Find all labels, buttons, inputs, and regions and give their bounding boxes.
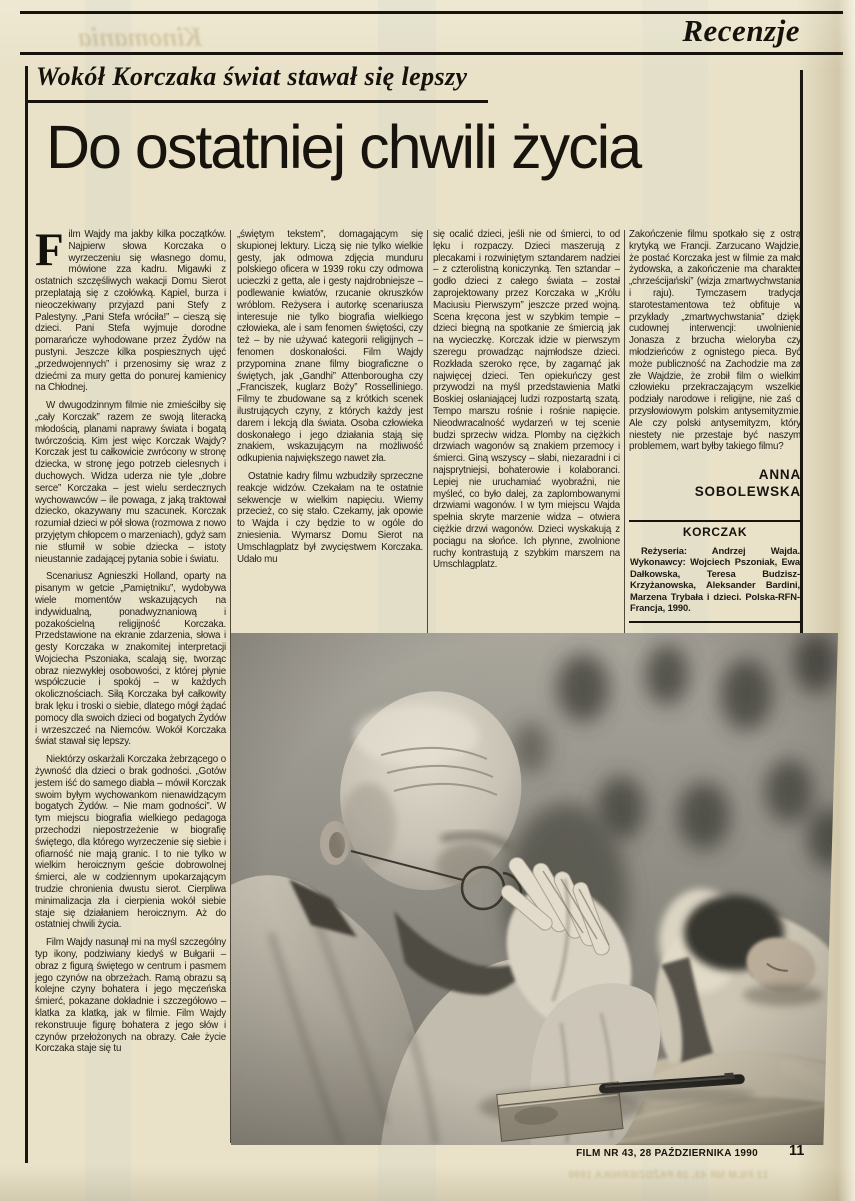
kicker-underline-rule <box>27 100 488 103</box>
article-paragraph: Niektórzy oskarżali Korczaka żebrzącego o żywność dla dzieci o brak godności. „Gotów jestem iść do samego diabła – mówił Korczak swoim byłym wychowankom nienawidzącym bogatych Żydów. – Nie mam godności”. W tym miejscu biografia wielkiego pedagoga przechodzi niepostrzeżenie w biografię świętego, dla którego wyrzeczenie się siebie i ofiarność nie mają granic. I to nie tylko w wielkim heroicznym geście dobrowolnej śmierci, ale w codziennym upokarzającym trudzie chronienia dwustu sierot. Cierpliwa minimalizacja zła i cierpienia wokół siebie staje się działaniem heroicznym. Aż do ostatniej chwili życia. <box>35 754 226 931</box>
column-rule <box>427 230 428 633</box>
article-paragraph: Zakończenie filmu spotkało się z ostrą krytyką we Francji. Zarzucano Wajdzie, że postać Korczaka jest w filmie za mało żydowska, a zakończenie ma charakter „chrześcijański” (wizja zmartwychwstania i raju). Tymczasem tradycja starotestamentowa też obfituje w przykłady „zmartwychwstania” dzięki cudownej interwencji: uwolnienie Jonasza z brzucha wieloryba czy młodzieńców z ognistego pieca. Być może publiczność na Zachodzie ma za złe Wajdzie, że zrobił film o wielkim człowieku przekraczającym wszelkie podziały narodowe i religijne, nie zaś o przysłowiowym polskim antysemityzmie. Ale czy polski antysemityzm, który niestety nie przestaje być naszym problemem, wart byłby takiego filmu? <box>629 229 801 453</box>
article-column-1 <box>35 224 226 1055</box>
article-column-2 <box>237 229 423 565</box>
article-paragraph: Film Wajdy nasunął mi na myśl szczególny typ ikony, podziwiany kiedyś w Bułgarii – obraz z figurą świętego w centrum i pasmem jego czynów na obrzeżach. Ramą obrazu są kolejne czyny bohatera i jego męczeńska śmierć, pokazane dokładnie i szczegółowo – klatka za klatką, jak w filmie. Film Wajdy rekonstruuje figurę bohatera z jego słów i czynów przełożonych na obrazy. Całe życie Korczaka staje się tu <box>35 937 226 1055</box>
article-column-3 <box>433 229 620 571</box>
article-title: Do ostatniej chwili życia <box>46 113 641 181</box>
article-paragraph: „świętym tekstem”, domagającym się skupionej lektury. Liczą się nie tylko wielkie gesty, jak odmowa zdjęcia munduru polskiego oficera w 1939 roku czy odmowa ucieczki z getta, ale i gesty najdrobniejsze – podlewanie kwiatów, rzucanie okruszków wróblom. Reżysera i autorkę scenariusza interesuje nie tylko biografia wielkiego człowieka, ale i sam fenomen świętości, czy też – by nie używać kategorii religijnych – fenomen doskonałości. Film Wajdy przypomina znane filmy biograficzne o świętych, jak „Gandhi” Attenborougha czy „Franciszek, kuglarz Boży” Rosselliniego. Filmy te zbudowane są z krótkich scenek ilustrujących czyny, z których każdy jest darem i lekcją dla świata. Osoba człowieka doskonałego i jego działania stają się znakiem, wskazującym na możliwość odkupienia największego nawet zła. <box>237 229 423 465</box>
byline-author <box>629 467 801 500</box>
section-header: Recenzje <box>682 13 800 48</box>
article-paragraph: W dwugodzinnym filmie nie zmieściłby się „cały Korczak” razem ze swoją literacką młodością, planami naprawy świata i bogatą twórczością. Kim jest więc Korczak Wajdy? Korczak jest tu całkowicie zwrócony w stronę dziecka, w stronę jego potrzeb cielesnych i duchowych. Widza uderza nie tyle „dobre serce” Korczaka – jest wielu serdecznych wychowawców – ile powaga, z jaką traktował dziecko, okazywany mu szacunek. Korczak rozumiał dzieci w pół słowa (rozmowa z nowo przyjętym chłopcem o marzeniach), gdyż sam nie stłumił w sobie dziecka – istoty nieustannie zadającej pytania sobie i światu. <box>35 400 226 565</box>
article-kicker: Wokół Korczaka świat stawał się lepszy <box>36 62 468 91</box>
film-credits-text: Reżyseria: Andrzej Wajda. Wykonawcy: Wojciech Pszoniak, Ewa Dałkowska, Teresa Budzisz-Krzyżanowska, Aleksander Bardini, Marzena Trybała i dzieci. Polska-RFN-Francja, 1990. <box>630 544 800 613</box>
byline-line: ANNA <box>758 467 801 483</box>
film-credits-box <box>629 520 801 623</box>
drop-cap: F <box>35 224 64 276</box>
article-paragraph: Ostatnie kadry filmu wzbudziły sprzeczne reakcje widzów. Czekałam na te ostatnie sekwencje w wielkim napięciu. Wiemy przecież, co się stało. Czekamy, jak opowie to Wajda i czy będzie to w ogóle do zniesienia. Wymarsz Domu Sierot na Umschlagplatz był zwycięstwem Korczaka. Udało mu <box>237 470 423 565</box>
column-rule <box>230 230 231 1143</box>
footer-issue-info: FILM NR 43, 28 PAŹDZIERNIKA 1990 <box>576 1148 758 1159</box>
masthead-rule-bottom <box>20 52 843 55</box>
photo-korczak-still <box>231 633 838 1145</box>
footer-page-number: 11 <box>789 1143 805 1159</box>
article-column-4 <box>629 229 801 649</box>
article-paragraph: Scenariusz Agnieszki Holland, oparty na pisanym w getcie „Pamiętniku”, wydobywa wiele momentów wskazujących na indywidualną, ponadwyznaniową i pozakościelną religijność Korczaka. Przedstawione na ekranie zdarzenia, słowa i gesty Korczaka w znakomitej interpretacji Wojciecha Pszoniaka, scalają się, tworząc obraz niezwykłej osobowości, z której płynie współczucie i spokój – w każdych okolicznościach. Siłą Korczaka był całkowity brak lęku i troski o siebie, dlatego mógł żądać pomocy dla swoich dzieci od bogatych Żydów i wrzeszczeć na Niemców. Wokół Korczaka świat stawał się lepszy. <box>35 571 226 748</box>
byline-line: SOBOLEWSKA <box>694 483 801 499</box>
showthrough-text: Kinomania <box>78 22 203 52</box>
photo-illustration <box>231 633 838 1145</box>
showthrough-footer: 12 FILM NR 43, 28 PAŹDZIERNIKA 1990 <box>568 1170 769 1181</box>
page-border-left <box>25 66 28 1163</box>
film-credits-title: KORCZAK <box>682 525 748 540</box>
article-paragraph: się ocalić dzieci, jeśli nie od śmierci, to od lęku i rozpaczy. Dzieci maszerują z plecakami i rozwiniętym sztandarem nadziei – z czterolistną koniczynką. Ten sztandar – godło dzieci z całego świata – został zaprojektowany przez Korczaka w „Królu Maciusiu Pierwszym” jeszcze przed wojną. Scena kręcona jest w szybkim tempie – dzieci biegną na spotkanie ze śmiercią jak na wycieczkę. Korczak idzie w pierwszym szeregu prowadząc najmłodsze dzieci. Rozkłada szeroko ręce, by zagarnąć jak najwięcej dzieci. Ten opiekuńczy gest przywodzi na myśl przedstawienia Matki Boskiej osłaniającej ludzi rozpostartą szatą. Tempo marszu rośnie i rośnie napięcie. Nieodwracalność wydarzeń w tej scenie budzi sprzeciw widza. Plomby na ciężkich drzwiach wagonów są znakiem przemocy i śmierci. Giną wszyscy – słabi, niezaradni i ci najsprytniejsi, bohaterowie i kolaboranci. Lepiej nie uruchamiać wyobraźni, nie myśleć, co było dalej, za zaplombowanymi drzwiami wagonów. I w tym miejscu Wajda spełnia skryte marzenie widza – otwiera ciężkie drzwi wagonów. Dzieci wyskakują z pociągu na słońce. Ich płynne, zwolnione ruchy kontrastują z szybkim marszem na Umschlagplatz. <box>433 229 620 571</box>
article-paragraph: Film Wajdy ma jakby kilka początków. Najpierw słowa Korczaka o wyrzeczeniu się własnego domu, mówione zza kadru. Migawki z ostatnich szczęśliwych wakacji Domu Sierot przeplatają się z czołówką. Kąpiel, burza i nieoczekiwany przyjazd pani Stefy z Palestyny. „Pani Stefa wróciła!” – cieszą się dzieci. Pani Stefa wyjmuje dorodne pomarańcze wyhodowane przez Żydów na pustyni. Jeszcze kilka pospiesznych ujęć „przedwojennych” i przenosimy się wraz z dziećmi za mury getta do ponurej kamienicy na Chłodnej. <box>35 224 226 394</box>
column-rule <box>624 230 625 633</box>
